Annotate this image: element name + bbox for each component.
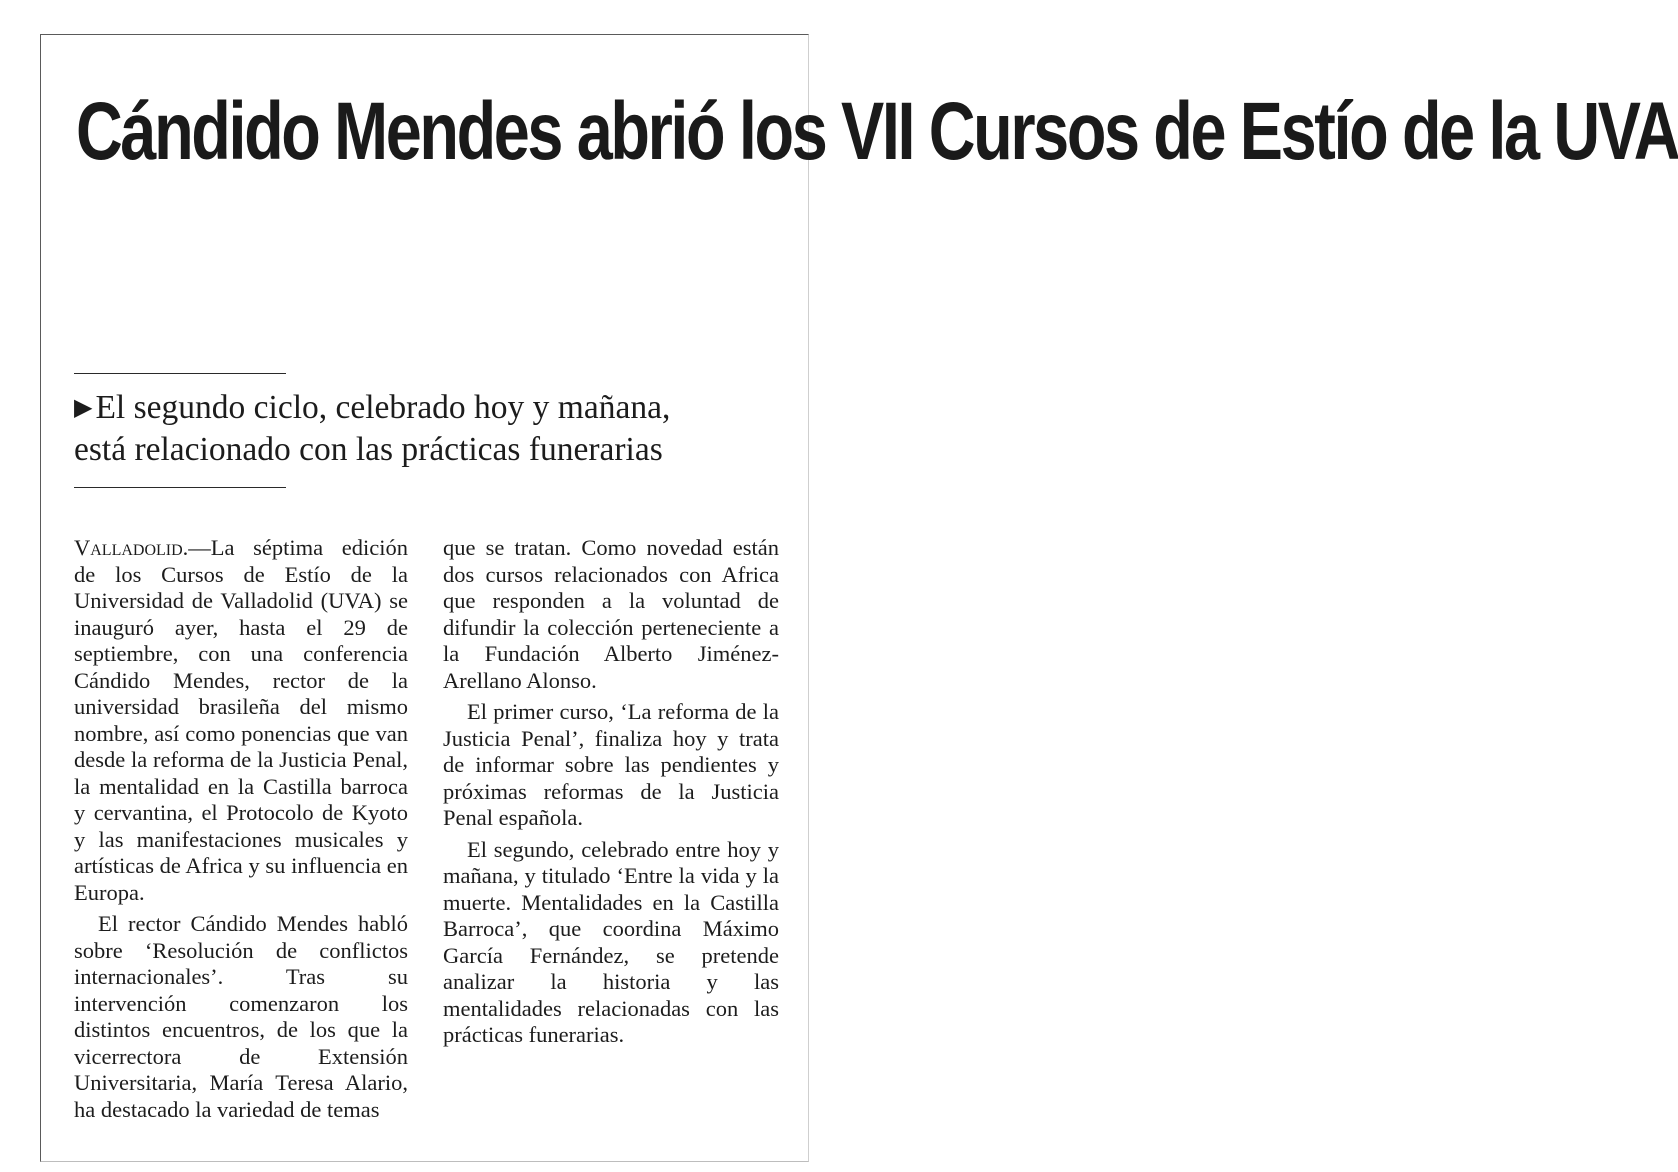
subhead-line-1 [74, 387, 794, 429]
article-paragraph-3: El primer curso, ‘La reforma de la Justicia Penal’, finaliza hoy y trata de informar sobre las pendientes y próximas reformas de la Justicia Penal española. [443, 699, 779, 830]
article-paragraph-2: El rector Cándido Mendes habló sobre ‘Resolución de conflictos internacionales’. Tras su intervención comenzaron los distintos encuentros, de los que la vicerrectora de Extensión Universitaria, María Teresa Alario, ha destacado la variedad de temas [74, 911, 408, 1122]
headline: Cándido Mendes abrió los VII Cursos de Estío de la UVA [76, 86, 1678, 177]
subhead-bottom-rule [74, 487, 286, 488]
article-column-left [74, 535, 408, 1123]
subhead-line-2: está relacionado con las prácticas funerarias [74, 431, 663, 468]
article-paragraph-4: El segundo, celebrado entre hoy y mañana, y titulado ‘Entre la vida y la muerte. Mentalidades en la Castilla Barroca’, que coordina Máximo García Fernández, se pretende analizar la historia y las mentalidades relacionadas con las prácticas funerarias. [443, 836, 779, 1047]
article-paragraph-2-continued: que se tratan. Como novedad están dos cursos relacionados con Africa que responden a la voluntad de difundir la colección perteneciente a la Fundación Alberto Jiménez-Arellano Alonso. [443, 535, 779, 693]
subhead-text-1: El segundo ciclo, celebrado hoy y mañana, [95, 389, 671, 426]
dateline: Valladolid. [74, 535, 189, 560]
article-paragraph-1-text: —La séptima edición de los Cursos de Estío de la Universidad de Valladolid (UVA) se inauguró ayer, hasta el 29 de septiembre, con una conferencia Cándido Mendes, rector de la universidad brasileña del mismo nombre, así como ponencias que van desde la reforma de la Justicia Penal, la mentalidad en la Castilla barroca y cervantina, el Protocolo de Kyoto y las manifestaciones musicales y artísticas de Africa y su influencia en Europa. [74, 535, 408, 905]
subheadline [74, 387, 794, 470]
subhead-top-rule [74, 373, 286, 374]
article-column-right [443, 535, 779, 1049]
article-paragraph-1 [74, 535, 408, 906]
triangle-bullet-icon: ▶ [74, 395, 93, 421]
